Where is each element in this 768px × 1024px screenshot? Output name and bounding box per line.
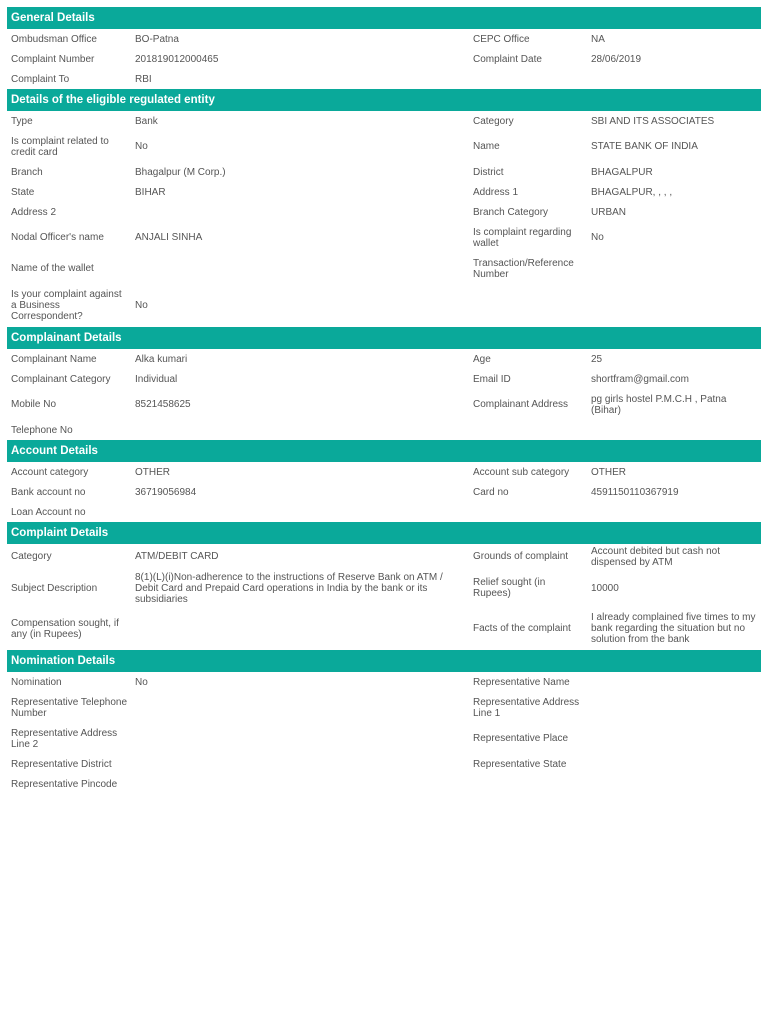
table-row: [7, 182, 761, 202]
table-row: [7, 111, 761, 131]
field-label: Bank account no: [11, 486, 86, 498]
field-label: Is complaint related to credit card: [11, 135, 109, 158]
table-row: [7, 202, 761, 222]
field-value: pg girls hostel P.M.C.H , Patna (Bihar): [591, 393, 727, 416]
field-label: Nodal Officer's name: [11, 232, 104, 243]
field-value: URBAN: [591, 206, 627, 218]
section: [7, 89, 761, 327]
field-label: Representative Address Line 1: [473, 696, 580, 719]
section-header: General Details: [7, 7, 761, 29]
section-header: Account Details: [7, 440, 761, 462]
field-label: Complaint To: [11, 73, 70, 85]
field-label: Category: [11, 551, 52, 562]
field-value: Individual: [135, 373, 178, 385]
field-label: Card no: [473, 486, 509, 498]
field-label: Name of the wallet: [11, 263, 94, 274]
field-label: State: [11, 186, 35, 198]
field-label: Representative Telephone Number: [11, 696, 128, 719]
field-label: Complainant Category: [11, 373, 111, 385]
table-row: [7, 723, 761, 754]
section: [7, 650, 761, 794]
section: [7, 7, 761, 89]
table-row: [7, 607, 761, 650]
field-label: Representative Place: [473, 733, 569, 744]
table-row: [7, 349, 761, 369]
field-value: I already complained five times to my bank regarding the situation but no solution from the bank: [591, 612, 756, 645]
table-row: [7, 131, 761, 162]
table-row: [7, 754, 761, 774]
field-value: 36719056984: [135, 486, 197, 498]
field-value: No: [135, 141, 148, 152]
field-label: Loan Account no: [11, 506, 86, 518]
field-label: Complaint Number: [11, 53, 95, 65]
table-row: [7, 692, 761, 723]
field-label: Representative State: [473, 758, 567, 770]
field-label: Ombudsman Office: [11, 33, 97, 45]
section-header: Nomination Details: [7, 650, 761, 672]
table-row: [7, 462, 761, 482]
table-row: [7, 49, 761, 69]
field-label: Telephone No: [11, 424, 73, 436]
field-value: 8(1)(L)(i)Non-adherence to the instructions of Reserve Bank on ATM / Debit Card and Prepaid Card operations in India by the bank or its subsidiaries: [135, 571, 443, 605]
field-label: Grounds of complaint: [473, 551, 569, 562]
field-label: Representative Name: [473, 676, 570, 688]
field-value: Bhagalpur (M Corp.): [135, 166, 226, 178]
field-value: Account debited but cash not dispensed by ATM: [591, 545, 720, 568]
field-value: BHAGALPUR, , , ,: [591, 186, 673, 198]
field-label: Representative District: [11, 758, 112, 770]
field-value: BIHAR: [135, 186, 166, 198]
section-header: Complainant Details: [7, 327, 761, 349]
table-row: [7, 420, 761, 440]
field-label: Transaction/Reference Number: [473, 257, 574, 280]
table-row: [7, 544, 761, 569]
section: [7, 440, 761, 522]
section: [7, 327, 761, 440]
table-row: [7, 69, 761, 89]
field-label: CEPC Office: [473, 33, 530, 45]
field-value: 28/06/2019: [591, 53, 642, 65]
field-value: NA: [591, 33, 605, 45]
table-row: [7, 284, 761, 327]
field-value: SBI AND ITS ASSOCIATES: [591, 115, 715, 127]
field-label: Representative Pincode: [11, 778, 118, 790]
table-row: [7, 482, 761, 502]
table-row: [7, 162, 761, 182]
table-row: [7, 569, 761, 607]
field-label: Category: [473, 115, 514, 127]
field-value: Alka kumari: [135, 353, 188, 365]
field-label: Address 2: [11, 206, 57, 218]
field-value: STATE BANK OF INDIA: [591, 141, 698, 152]
field-label: Is your complaint against a Business Correspondent?: [11, 289, 122, 322]
section-header: Details of the eligible regulated entity: [7, 89, 761, 111]
section: [7, 522, 761, 650]
field-label: Complainant Address: [473, 399, 569, 410]
field-value: 8521458625: [135, 399, 191, 410]
field-value: shortfram@gmail.com: [591, 373, 689, 385]
field-label: Account category: [11, 466, 89, 478]
table-row: [7, 369, 761, 389]
field-label: Subject Description: [11, 582, 98, 594]
field-value: ANJALI SINHA: [135, 232, 203, 243]
field-label: Age: [473, 353, 491, 365]
field-value: ATM/DEBIT CARD: [135, 551, 219, 562]
table-row: [7, 774, 761, 794]
table-row: [7, 672, 761, 692]
field-value: RBI: [135, 73, 152, 85]
field-label: Account sub category: [473, 466, 570, 478]
field-label: Branch: [11, 166, 43, 178]
table-row: [7, 389, 761, 420]
field-label: Representative Address Line 2: [11, 727, 118, 750]
field-value: OTHER: [135, 466, 170, 478]
field-value: 4591150110367919: [591, 486, 679, 498]
field-value: No: [135, 300, 148, 311]
table-row: [7, 502, 761, 522]
field-label: Is complaint regarding wallet: [473, 226, 572, 249]
field-label: Address 1: [473, 186, 519, 198]
section-header: Complaint Details: [7, 522, 761, 544]
field-label: Nomination: [11, 676, 62, 688]
field-label: Email ID: [473, 373, 511, 385]
field-label: Branch Category: [473, 206, 549, 218]
field-label: Type: [11, 115, 33, 127]
field-label: Name: [473, 141, 500, 152]
field-label: Complainant Name: [11, 353, 97, 365]
field-value: 201819012000465: [135, 53, 219, 65]
field-value: Bank: [135, 115, 158, 127]
field-label: Complaint Date: [473, 53, 542, 65]
complaint-form: [7, 7, 761, 794]
field-value: No: [591, 232, 604, 243]
table-row: [7, 222, 761, 253]
field-label: Facts of the complaint: [473, 623, 571, 634]
field-value: BO-Patna: [135, 33, 179, 45]
field-value: 10000: [591, 582, 619, 594]
table-row: [7, 29, 761, 49]
field-label: Mobile No: [11, 399, 57, 410]
field-label: Compensation sought, if any (in Rupees): [11, 617, 119, 640]
table-row: [7, 253, 761, 284]
field-value: BHAGALPUR: [591, 166, 653, 178]
field-label: Relief sought (in Rupees): [473, 577, 546, 599]
field-value: 25: [591, 353, 603, 365]
field-value: No: [135, 676, 148, 688]
field-value: OTHER: [591, 466, 626, 478]
field-label: District: [473, 166, 504, 178]
